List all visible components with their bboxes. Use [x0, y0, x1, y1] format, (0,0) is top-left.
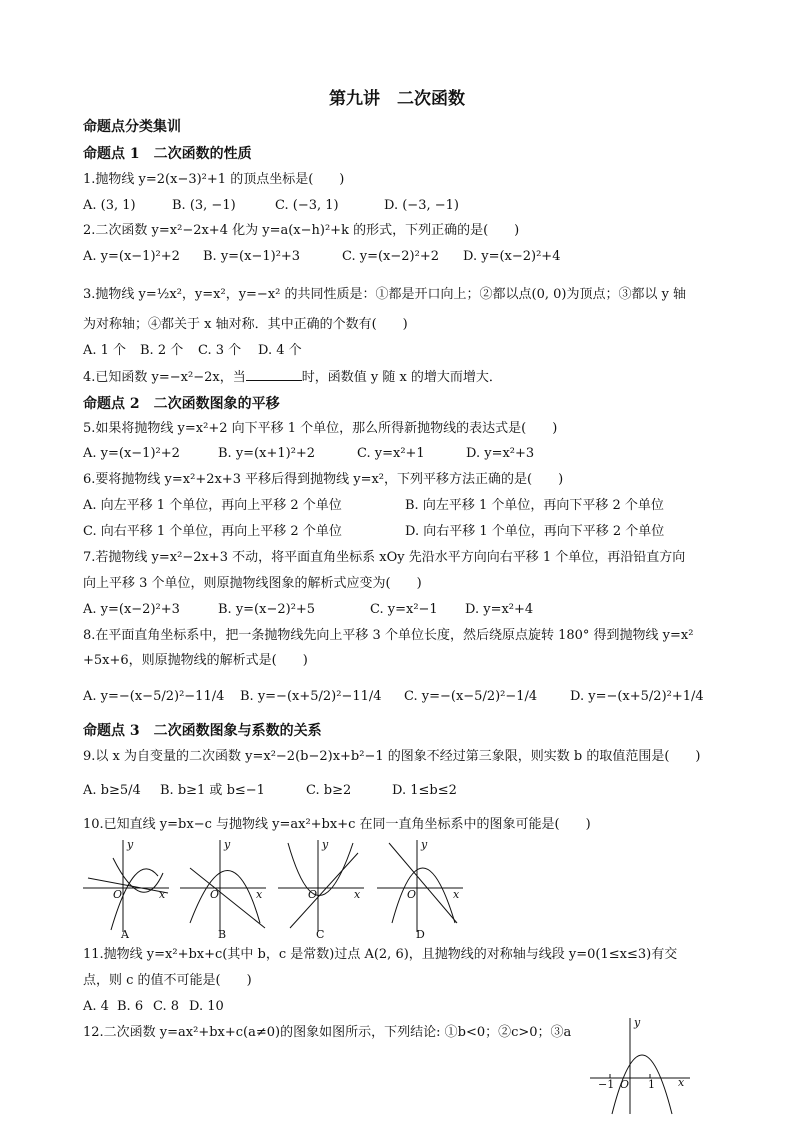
q12-y-label: y [634, 1016, 641, 1029]
q11-option-a: A. 4 [83, 999, 109, 1014]
q10-graph-d [377, 838, 467, 934]
q9-option-a: A. b≥5/4 [83, 783, 141, 798]
q3-option-a: A. 1 个 [83, 343, 127, 358]
q10-graph-c-x-label: x [354, 888, 361, 901]
q4-answer-blank[interactable] [246, 368, 302, 381]
q6-option-a: A. 向左平移 1 个单位，再向上平移 2 个单位 [83, 498, 342, 513]
q7-option-d: D. y=x²+4 [465, 602, 534, 617]
q10-graph-c-y-label: y [322, 838, 329, 851]
q7-option-b: B. y=(x−2)²+5 [218, 602, 316, 617]
q12-origin: O [620, 1078, 630, 1091]
q4-stem-start: 4.已知函数 y=−x²−2x，当 [83, 370, 246, 385]
q4-stem [83, 368, 502, 387]
q8-option-d: D. y=−(x+5/2)²+1/4 [570, 689, 704, 704]
q11-option-b: B. 6 [117, 999, 144, 1014]
section-1-title: 命题点 1 二次函数的性质 [83, 146, 252, 162]
q12-stem: 12.二次函数 y=ax²+bx+c(a≠0)的图象如图所示，下列结论: ①b<0；②c>0；③a [83, 1025, 572, 1040]
q3-stem-line2: 为对称轴；④都关于 x 轴对称．其中正确的个数有( ) [83, 317, 408, 332]
q11-option-c: C. 8 [153, 999, 180, 1014]
q10-label-c: C [316, 928, 325, 941]
q10-stem: 10.已知直线 y=bx−c 与抛物线 y=ax²+bx+c 在同一直角坐标系中的图象可能是( ) [83, 817, 591, 832]
q10-graph-a-origin: O [113, 888, 123, 901]
q10-label-b: B [218, 928, 227, 941]
q10-graph-c-origin: O [308, 888, 318, 901]
q3-option-d: D. 4 个 [258, 343, 302, 358]
q6-option-c: C. 向右平移 1 个单位，再向上平移 2 个单位 [83, 524, 342, 539]
q5-option-a: A. y=(x−1)²+2 [83, 446, 180, 461]
q10-graph-b-x-label: x [256, 888, 263, 901]
q7-stem-line2: 向上平移 3 个单位，则原抛物线图象的解析式应变为( ) [83, 576, 422, 591]
q3-option-b: B. 2 个 [140, 343, 184, 358]
q3-stem-line1: 3.抛物线 y=½x²，y=x²，y=−x² 的共同性质是：①都是开口向上；②都以点(0, 0)为顶点；③都以 y 轴 [83, 287, 687, 302]
page-title: 第九讲 二次函数 [329, 89, 465, 109]
q4-stem-end: 时，函数值 y 随 x 的增大而增大． [301, 370, 502, 385]
section-3-title: 命题点 3 二次函数图象与系数的关系 [83, 723, 322, 739]
q12-graph [590, 1016, 695, 1116]
q8-stem-line1: 8.在平面直角坐标系中，把一条抛物线先向上平移 3 个单位长度，然后绕原点旋转 180° 得到抛物线 y=x² [83, 628, 694, 643]
q7-option-c: C. y=x²−1 [370, 602, 438, 617]
q11-stem-line1: 11.抛物线 y=x²+bx+c(其中 b，c 是常数)过点 A(2, 6)，且抛物线的对称轴与线段 y=0(1≤x≤3)有交 [83, 947, 678, 962]
q8-stem-line2: +5x+6，则原抛物线的解析式是( ) [83, 653, 308, 668]
q8-option-c: C. y=−(x−5/2)²−1/4 [404, 689, 538, 704]
q10-graph-b-y-label: y [224, 838, 231, 851]
section-2-title: 命题点 2 二次函数图象的平移 [83, 396, 280, 412]
q9-stem: 9.以 x 为自变量的二次函数 y=x²−2(b−2)x+b²−1 的图象不经过第三象限，则实数 b 的取值范围是( ) [83, 749, 701, 764]
q3-option-c: C. 3 个 [198, 343, 242, 358]
q10-graph-c [278, 838, 368, 934]
q2-option-d: D. y=(x−2)²+4 [463, 249, 561, 264]
q12-tick-1: 1 [648, 1078, 655, 1091]
q2-stem: 2.二次函数 y=x²−2x+4 化为 y=a(x−h)²+k 的形式，下列正确的是( ) [83, 223, 520, 238]
q1-option-d: D. (−3, −1) [384, 198, 459, 213]
q10-label-a: A [121, 928, 129, 941]
q2-option-a: A. y=(x−1)²+2 [83, 249, 180, 264]
q8-option-b: B. y=−(x+5/2)²−11/4 [240, 689, 382, 704]
q10-graph-d-x-label: x [453, 888, 460, 901]
q10-graph-b [180, 838, 270, 934]
q10-graph-d-y-label: y [421, 838, 428, 851]
q5-option-c: C. y=x²+1 [357, 446, 425, 461]
q11-stem-line2: 点，则 c 的值不可能是( ) [83, 973, 252, 988]
q5-stem: 5.如果将抛物线 y=x²+2 向下平移 1 个单位，那么所得新抛物线的表达式是( ) [83, 421, 558, 436]
q6-stem: 6.要将抛物线 y=x²+2x+3 平移后得到抛物线 y=x²，下列平移方法正确的是( ) [83, 472, 564, 487]
q9-option-d: D. 1≤b≤2 [392, 783, 457, 798]
q9-option-c: C. b≥2 [306, 783, 352, 798]
q10-graph-a [83, 838, 173, 934]
q9-option-b: B. b≥1 或 b≤−1 [160, 783, 265, 798]
q1-option-c: C. (−3, 1) [275, 198, 339, 213]
section-heading: 命题点分类集训 [83, 119, 181, 135]
q10-graph-a-x-label: x [159, 888, 166, 901]
q6-option-d: D. 向右平移 1 个单位，再向下平移 2 个单位 [405, 524, 665, 539]
q12-x-label: x [678, 1076, 685, 1089]
q10-graph-b-origin: O [210, 888, 220, 901]
q2-option-b: B. y=(x−1)²+3 [203, 249, 301, 264]
q1-option-a: A. (3, 1) [83, 198, 136, 213]
q5-option-b: B. y=(x+1)²+2 [218, 446, 316, 461]
q10-graph-a-y-label: y [127, 838, 134, 851]
q8-option-a: A. y=−(x−5/2)²−11/4 [83, 689, 225, 704]
q2-option-c: C. y=(x−2)²+2 [342, 249, 439, 264]
q7-option-a: A. y=(x−2)²+3 [83, 602, 180, 617]
q12-tick-neg1: −1 [598, 1078, 615, 1091]
q7-stem-line1: 7.若抛物线 y=x²−2x+3 不动，将平面直角坐标系 xOy 先沿水平方向向右平移 1 个单位，再沿铅直方向 [83, 550, 686, 565]
q1-stem: 1.抛物线 y=2(x−3)²+1 的顶点坐标是( ) [83, 172, 345, 187]
q5-option-d: D. y=x²+3 [466, 446, 535, 461]
q11-option-d: D. 10 [189, 999, 224, 1014]
q10-graph-d-origin: O [407, 888, 417, 901]
q1-option-b: B. (3, −1) [172, 198, 236, 213]
q10-label-d: D [416, 928, 425, 941]
q6-option-b: B. 向左平移 1 个单位，再向下平移 2 个单位 [405, 498, 664, 513]
